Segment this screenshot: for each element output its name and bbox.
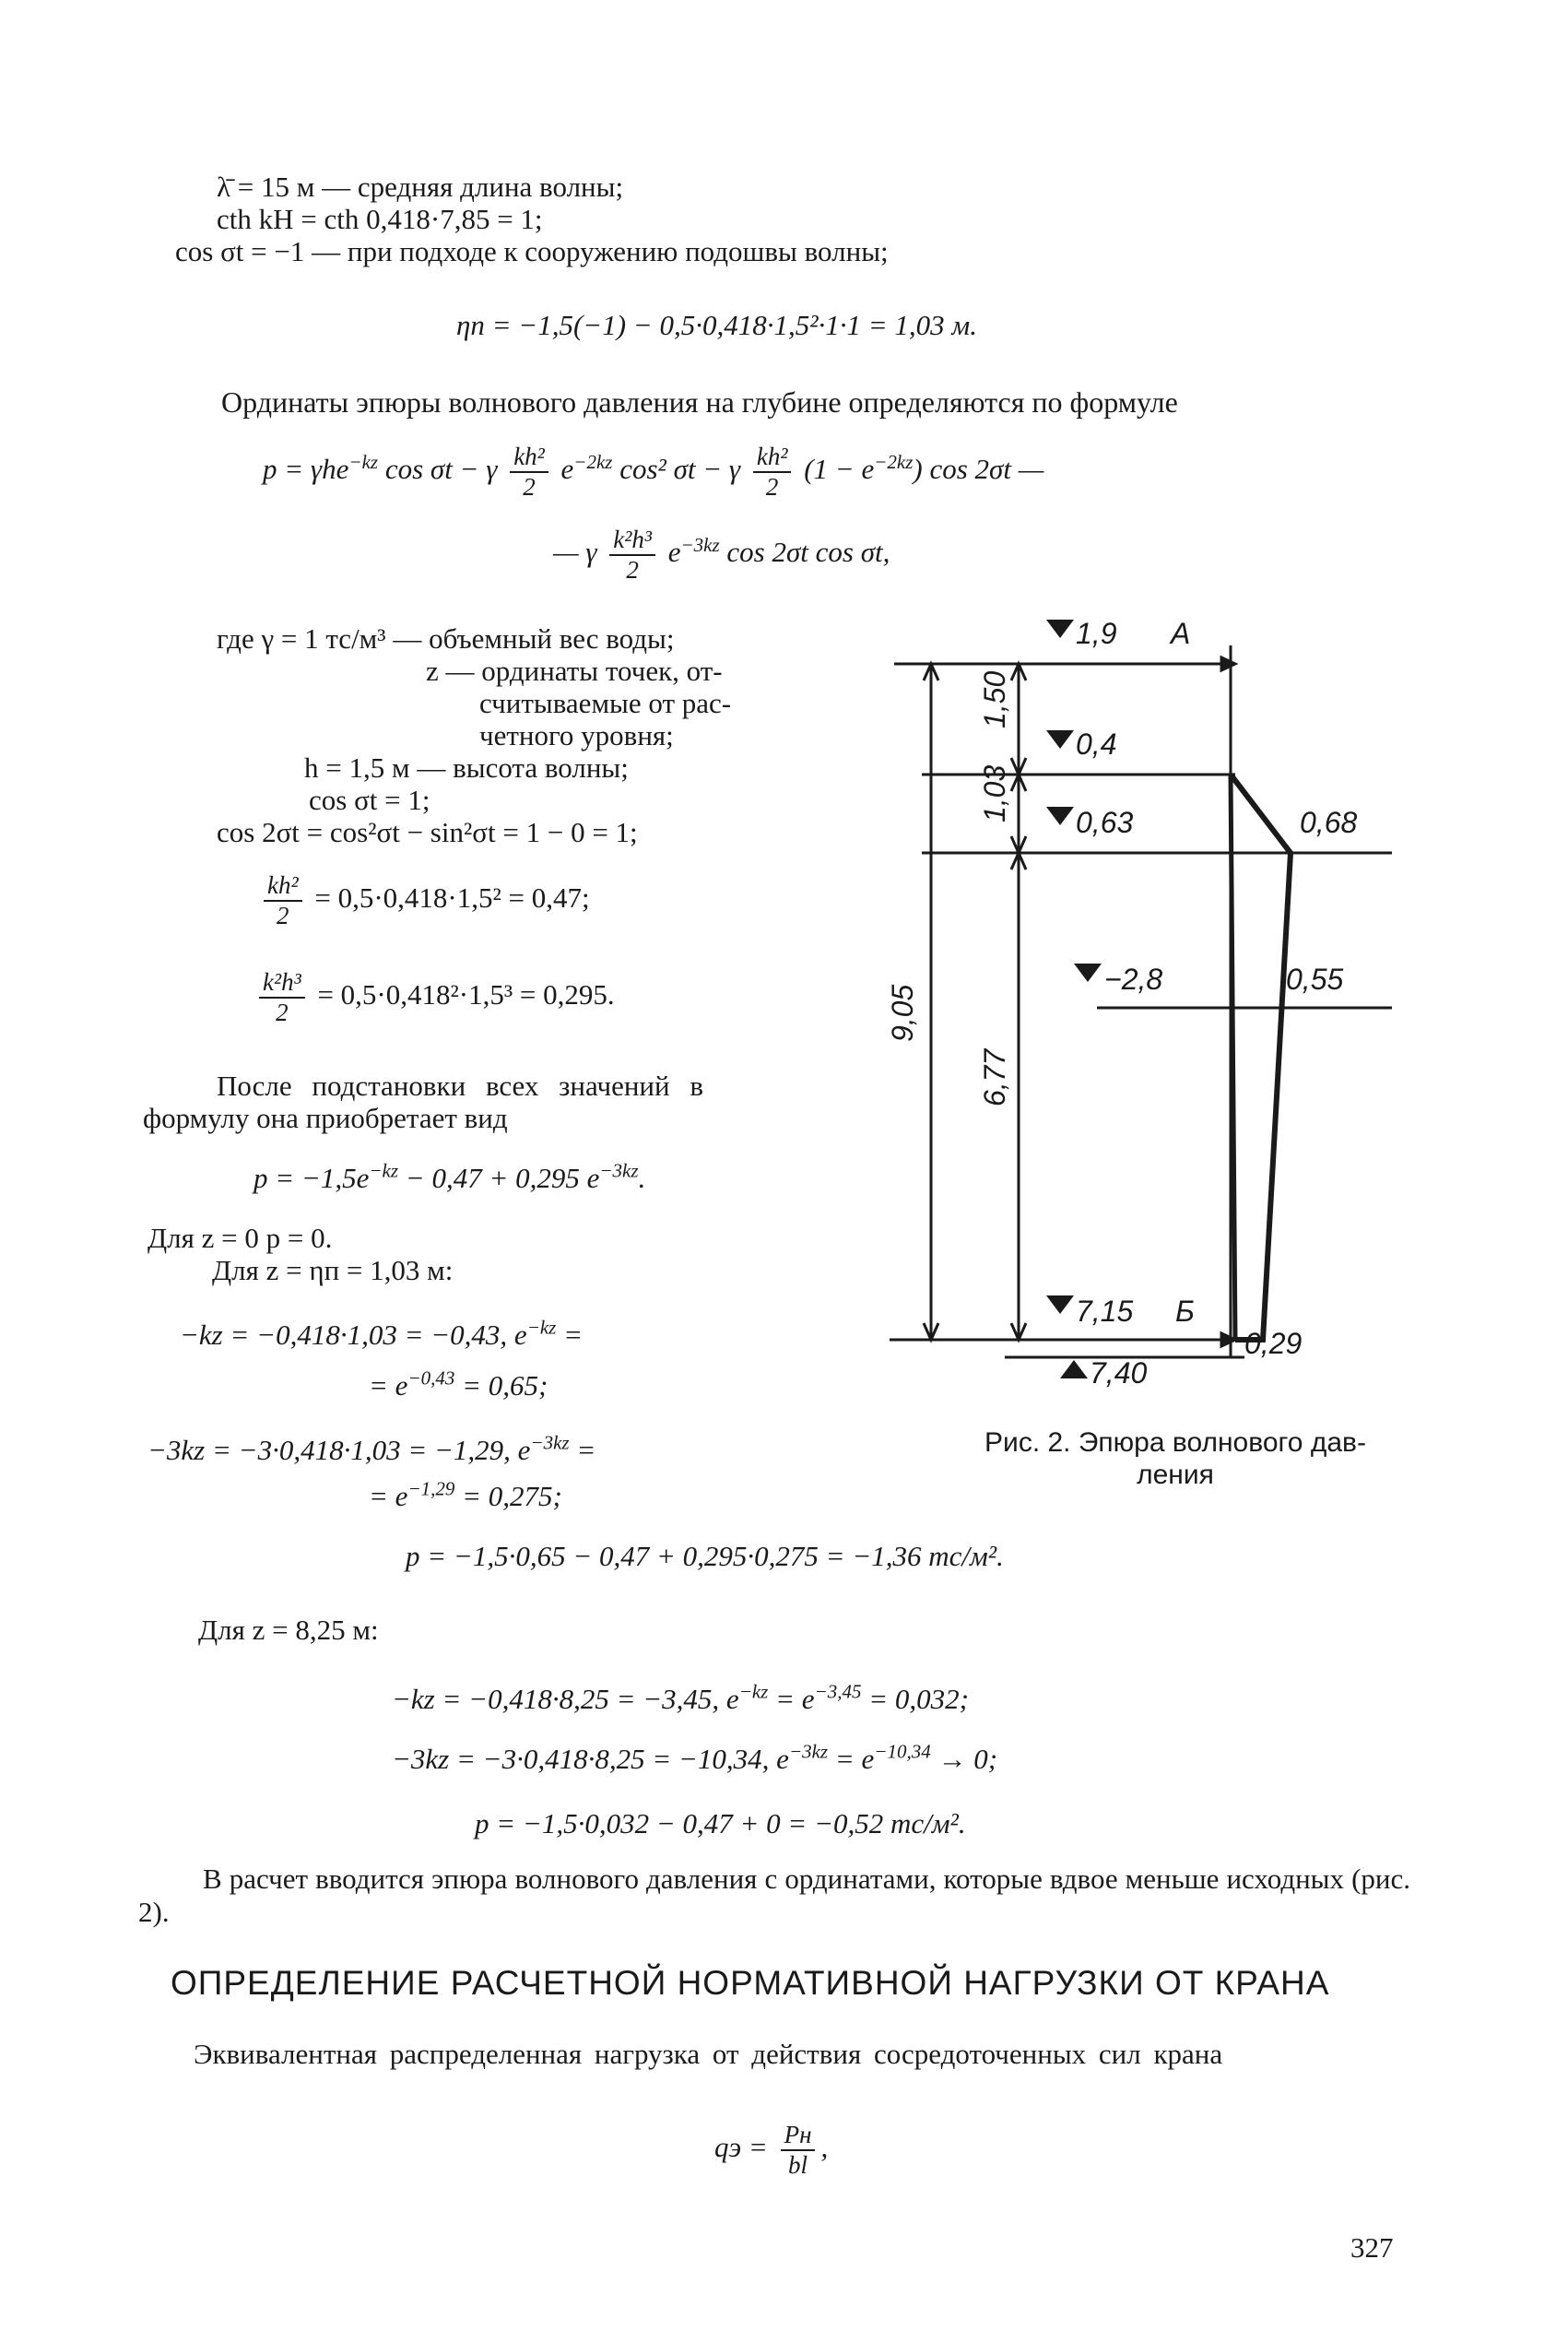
level-marker-icon bbox=[1046, 807, 1074, 825]
where-h: h = 1,5 м — высота волны; bbox=[304, 751, 629, 784]
where-z-2: считываемые от рас- bbox=[479, 687, 732, 719]
crane-paragraph: Эквивалентная распределенная нагрузка от действия сосредоточенных сил крана bbox=[194, 2038, 1223, 2070]
z0-line: Для z = 0 p = 0. bbox=[147, 1222, 333, 1254]
label-level-7-15: 7,15 bbox=[1076, 1295, 1134, 1328]
level-marker-icon bbox=[1074, 964, 1102, 982]
page-number: 327 bbox=[1350, 2231, 1394, 2264]
label-level-0-63: 0,63 bbox=[1076, 806, 1134, 839]
wave-pressure-diagram bbox=[867, 609, 1438, 1402]
figure-caption-line2: ления bbox=[1137, 1460, 1214, 1490]
kz825-line: −kz = −0,418·8,25 = −3,45, $e^{-kz} = e^{-3,45} = 0,032$; bbox=[392, 1680, 969, 1715]
def-lambda: λ̄ = 15 м — средняя длина волны; bbox=[217, 171, 624, 203]
main-formula-line2: — γ $\frac{\text{k²h³}}{2}$ $e^{-3kz}$ cos 2σt cos σt, bbox=[553, 526, 890, 585]
def-cos: cos σt = −1 — при подходе к сооружению подошвы волны; bbox=[175, 235, 889, 267]
where-gamma: где γ = 1 тс/м³ — объемный вес воды; bbox=[217, 622, 675, 655]
z825-line: Для z = 8,25 м: bbox=[198, 1614, 379, 1646]
kz-line: −kz = −0,418·1,03 = −0,43, $e^{-kz}$ = bbox=[180, 1316, 584, 1351]
where-cos2: cos 2σt = cos²σt − sin²σt = 1 − 0 = 1; bbox=[217, 816, 638, 848]
level-marker-icon bbox=[1046, 1295, 1074, 1314]
label-level-1-9: 1,9 bbox=[1076, 617, 1117, 650]
dim-1-03: 1,03 bbox=[978, 764, 1011, 822]
intro-text: Ординаты эпюры волнового давления на глубине определяются по формуле bbox=[221, 385, 1178, 419]
level-marker-icon bbox=[1046, 730, 1074, 749]
eta-equation: ηп = −1,5(−1) − 0,5·0,418·1,5²·1·1 = 1,03 м. bbox=[456, 309, 977, 341]
frac-kh2: $\frac{\text{kh²}}{2}$ = 0,5·0,418·1,5² = 0,47; bbox=[258, 871, 590, 930]
where-z-1: z — ординаты точек, от- bbox=[426, 655, 723, 687]
level-marker-icon bbox=[1060, 1360, 1088, 1378]
subst-line1: После подстановки всех значений в bbox=[217, 1070, 703, 1102]
label-value-0-68: 0,68 bbox=[1300, 806, 1358, 839]
p-result-1: p = −1,5·0,65 − 0,47 + 0,295·0,275 = −1,36 тс/м². bbox=[406, 1540, 1004, 1572]
label-value-0-55: 0,55 bbox=[1286, 963, 1344, 996]
dim-9-05: 9,05 bbox=[886, 984, 919, 1042]
3kz825-line: −3kz = −3·0,418·8,25 = −10,34, $e^{-3kz} = e^{-10,34} \to 0$; bbox=[392, 1740, 998, 1775]
level-marker-icon bbox=[1046, 620, 1074, 638]
subst-line2: формулу она приобретает вид bbox=[143, 1102, 508, 1134]
z-eta-line: Для z = ηп = 1,03 м: bbox=[212, 1254, 454, 1286]
conclusion-paragraph: В расчет вводится эпюра волнового давления с ординатами, которые вдвое меньше исходных (рис. 2). bbox=[138, 1863, 1410, 1928]
subst-equation: $p = -1,5e^{-kz} - 0,47 + 0,295$ $e^{-3kz}$. bbox=[253, 1159, 646, 1194]
3kz-line: −3kz = −3·0,418·1,03 = −1,29, $e^{-3kz}$ = bbox=[147, 1431, 596, 1466]
label-level-7-40: 7,40 bbox=[1090, 1356, 1148, 1390]
frac-k2h3: $\frac{\text{k²h³}}{2}$ = 0,5·0,418²·1,5³ = 0,295. bbox=[253, 968, 615, 1027]
label-A: А bbox=[1171, 617, 1191, 650]
p-result-2: p = −1,5·0,032 − 0,47 + 0 = −0,52 тс/м². bbox=[475, 1807, 966, 1839]
where-cos: cos σt = 1; bbox=[309, 784, 430, 816]
dim-1-50: 1,50 bbox=[978, 670, 1011, 728]
section-heading: ОПРЕДЕЛЕНИЕ РАСЧЕТНОЙ НОРМАТИВНОЙ НАГРУЗКИ ОТ КРАНА bbox=[171, 1964, 1330, 2002]
dim-6-77: 6,77 bbox=[978, 1048, 1011, 1106]
figure-caption-line1: Рис. 2. Эпюра волнового дав- bbox=[984, 1427, 1366, 1458]
3kz-value-line: = $e^{-1,29} = 0,275$; bbox=[369, 1477, 562, 1512]
crane-formula: qэ = $\frac{Pн}{bl}$ , bbox=[714, 2121, 829, 2180]
main-formula-line1: p = γhe$^{-kz}$ cos σt − γ $\frac{\text{kh²}}{2}$ $e^{-2kz}$ cos² σt − γ $\frac{\text{kh²}}{2}$ $(1 - e^{-2kz})$ cos 2σt — bbox=[263, 443, 1044, 502]
where-z-3: четного уровня; bbox=[479, 719, 674, 751]
label-B: Б bbox=[1175, 1295, 1195, 1328]
def-cth: cth kH = cth 0,418·7,85 = 1; bbox=[217, 203, 543, 235]
kz-value-line: = $e^{-0,43} = 0,65$; bbox=[369, 1366, 548, 1402]
label-level-minus-2-8: −2,8 bbox=[1104, 963, 1163, 996]
label-level-0-4: 0,4 bbox=[1076, 727, 1117, 761]
label-value-0-29: 0,29 bbox=[1244, 1327, 1303, 1360]
